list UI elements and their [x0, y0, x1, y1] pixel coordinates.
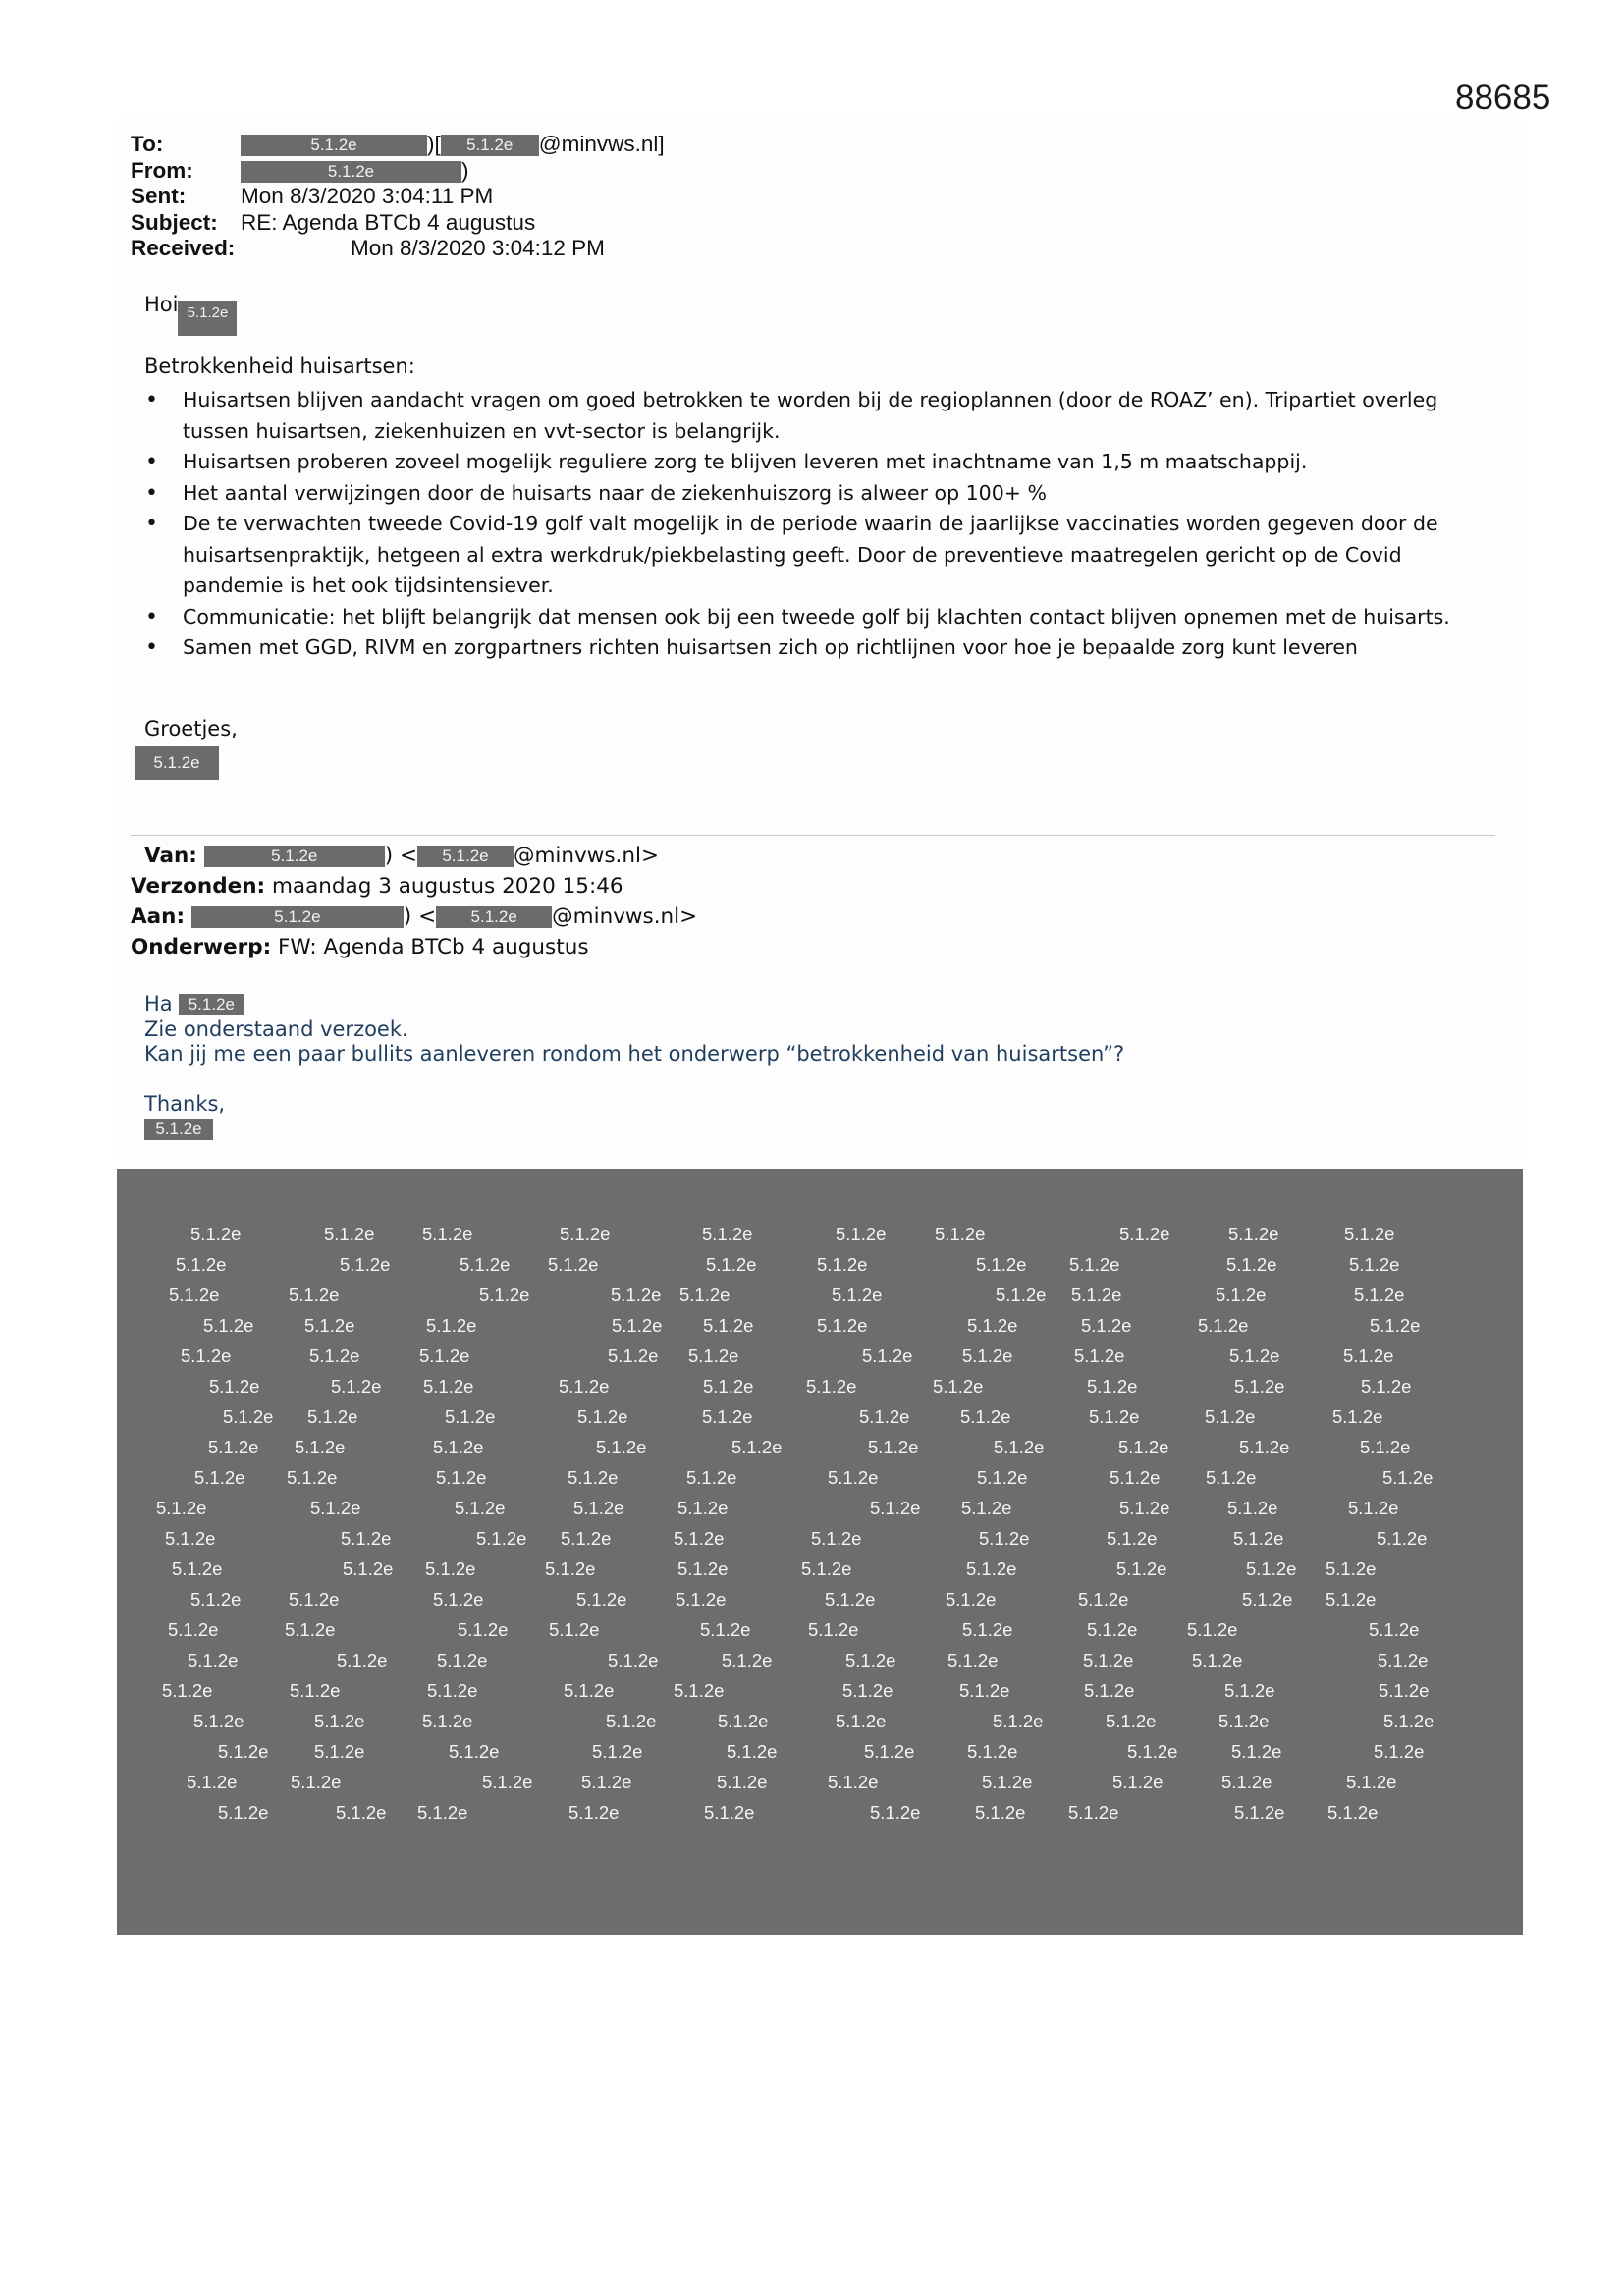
redaction-label: 5.1.2e	[203, 1315, 254, 1336]
redaction-label: 5.1.2e	[727, 1741, 778, 1762]
redaction-label: 5.1.2e	[825, 1589, 876, 1610]
aan-mid: ) <	[403, 904, 437, 929]
redaction-label: 5.1.2e	[209, 1376, 260, 1396]
redaction-label: 5.1.2e	[310, 1498, 361, 1518]
redaction-label: 5.1.2e	[1227, 1498, 1278, 1518]
redaction-label: 5.1.2e	[946, 1589, 997, 1610]
redaction-label: 5.1.2e	[223, 1406, 274, 1427]
forward-header	[131, 841, 697, 962]
van-mid: ) <	[384, 844, 417, 868]
redaction-label: 5.1.2e	[976, 1254, 1027, 1275]
redaction-label: 5.1.2e	[870, 1498, 921, 1518]
redaction-label: 5.1.2e	[674, 1528, 725, 1549]
redaction-label: 5.1.2e	[479, 1285, 530, 1305]
redaction-label: 5.1.2e	[996, 1285, 1047, 1305]
to-label: To:	[131, 132, 164, 156]
redaction-label: 5.1.2e	[156, 1498, 207, 1518]
redaction-label: 5.1.2e	[1187, 1619, 1238, 1640]
list-item: • Communicatie: het blijft belangrijk dat mensen ook bij een tweede golf bij klachten contact blijven opnemen met de huisarts.	[141, 602, 1496, 633]
redaction-label: 5.1.2e	[608, 1345, 659, 1366]
redaction-label: 5.1.2e	[817, 1315, 868, 1336]
redaction-label: 5.1.2e	[608, 1650, 659, 1670]
redaction-label: 5.1.2e	[307, 1406, 358, 1427]
redaction-label: 5.1.2e	[612, 1315, 663, 1336]
onderwerp-label: Onderwerp:	[131, 935, 272, 959]
redaction-label: 5.1.2e	[845, 1650, 896, 1670]
redaction-label: 5.1.2e	[836, 1224, 887, 1244]
redaction-box: 5.1.2e	[191, 906, 404, 928]
redaction-label: 5.1.2e	[947, 1650, 999, 1670]
sent-label: Sent:	[131, 184, 187, 208]
redaction-box: 5.1.2e	[241, 161, 461, 183]
redaction-box: 5.1.2e	[417, 846, 514, 867]
redaction-label: 5.1.2e	[304, 1315, 355, 1336]
redaction-label: 5.1.2e	[422, 1224, 473, 1244]
onderwerp-row	[131, 932, 697, 962]
redaction-label: 5.1.2e	[1379, 1680, 1430, 1701]
redaction-label: 5.1.2e	[700, 1619, 751, 1640]
redaction-label: 5.1.2e	[977, 1467, 1028, 1488]
redaction-label: 5.1.2e	[549, 1619, 600, 1640]
redaction-label: 5.1.2e	[577, 1406, 628, 1427]
redaction-label: 5.1.2e	[676, 1589, 727, 1610]
received-label: Received:	[131, 236, 236, 260]
redaction-label: 5.1.2e	[967, 1315, 1018, 1336]
message-closing: Thanks,	[144, 1091, 226, 1116]
redaction-label: 5.1.2e	[967, 1741, 1018, 1762]
redaction-label: 5.1.2e	[190, 1224, 242, 1244]
redaction-label: 5.1.2e	[1226, 1254, 1277, 1275]
redaction-label: 5.1.2e	[287, 1467, 338, 1488]
received-value: Mon 8/3/2020 3:04:12 PM	[351, 236, 605, 260]
redaction-label: 5.1.2e	[801, 1558, 852, 1579]
redaction-label: 5.1.2e	[961, 1498, 1012, 1518]
redaction-label: 5.1.2e	[1118, 1437, 1169, 1457]
list-item: • Huisartsen proberen zoveel mogelijk reguliere zorg te blijven leveren met inachtname van 1,5 m maatschappij.	[141, 447, 1496, 478]
document-number: 88685	[1455, 79, 1551, 117]
redaction-label: 5.1.2e	[460, 1254, 511, 1275]
redaction-label: 5.1.2e	[993, 1711, 1044, 1731]
redaction-label: 5.1.2e	[172, 1558, 223, 1579]
redaction-box: 5.1.2e	[204, 846, 385, 867]
redaction-label: 5.1.2e	[162, 1680, 213, 1701]
redaction-label: 5.1.2e	[290, 1680, 341, 1701]
list-item: • Huisartsen blijven aandacht vragen om goed betrokken te worden bij de regioplannen (door de ROAZ’ en). Tripartiet overleg tussen huisartsen, ziekenhuizen en vvt-sector is belangrijk.	[141, 385, 1496, 447]
redaction-label: 5.1.2e	[1377, 1528, 1428, 1549]
redaction-label: 5.1.2e	[962, 1619, 1013, 1640]
redaction-label: 5.1.2e	[176, 1254, 227, 1275]
van-label: Van:	[144, 844, 197, 868]
redaction-label: 5.1.2e	[592, 1741, 643, 1762]
redaction-box: 5.1.2e	[436, 906, 552, 928]
redaction-label: 5.1.2e	[476, 1528, 527, 1549]
redaction-label: 5.1.2e	[545, 1558, 596, 1579]
redaction-label: 5.1.2e	[285, 1619, 336, 1640]
redaction-label: 5.1.2e	[842, 1680, 893, 1701]
redaction-label: 5.1.2e	[704, 1802, 755, 1823]
redaction-label: 5.1.2e	[1119, 1224, 1170, 1244]
redaction-label: 5.1.2e	[1198, 1315, 1249, 1336]
redaction-label: 5.1.2e	[868, 1437, 919, 1457]
redaction-label: 5.1.2e	[341, 1528, 392, 1549]
redaction-label: 5.1.2e	[1089, 1406, 1140, 1427]
separator-line	[131, 835, 1495, 836]
redaction-label: 5.1.2e	[1378, 1650, 1429, 1670]
redaction-label: 5.1.2e	[1071, 1285, 1122, 1305]
redaction-label: 5.1.2e	[218, 1741, 269, 1762]
redaction-label: 5.1.2e	[1234, 1802, 1285, 1823]
redaction-label: 5.1.2e	[1346, 1772, 1397, 1792]
redaction-label: 5.1.2e	[314, 1711, 365, 1731]
from-close: )	[461, 157, 469, 183]
blank-line	[144, 1067, 1124, 1092]
redaction-label: 5.1.2e	[1229, 1345, 1280, 1366]
redaction-label: 5.1.2e	[190, 1589, 242, 1610]
van-row	[131, 841, 697, 871]
redaction-box: 5.1.2e	[178, 301, 237, 336]
redaction-label: 5.1.2e	[331, 1376, 382, 1396]
redaction-label: 5.1.2e	[1206, 1467, 1257, 1488]
redaction-label: 5.1.2e	[703, 1376, 754, 1396]
redaction-box: 5.1.2e	[135, 746, 219, 780]
redaction-label: 5.1.2e	[1361, 1376, 1412, 1396]
redaction-label: 5.1.2e	[1326, 1558, 1377, 1579]
redaction-label: 5.1.2e	[1246, 1558, 1297, 1579]
redaction-label: 5.1.2e	[960, 1406, 1011, 1427]
redaction-label: 5.1.2e	[982, 1772, 1033, 1792]
redaction-label: 5.1.2e	[864, 1741, 915, 1762]
redaction-label: 5.1.2e	[717, 1772, 768, 1792]
redaction-label: 5.1.2e	[1087, 1376, 1138, 1396]
redaction-label: 5.1.2e	[1354, 1285, 1405, 1305]
redaction-label: 5.1.2e	[862, 1345, 913, 1366]
redaction-label: 5.1.2e	[808, 1619, 859, 1640]
redaction-box: 5.1.2e	[241, 135, 427, 156]
redaction-label: 5.1.2e	[419, 1345, 470, 1366]
reply-closing: Groetjes,	[144, 717, 238, 740]
redaction-label: 5.1.2e	[859, 1406, 910, 1427]
redaction-label: 5.1.2e	[1218, 1711, 1270, 1731]
redaction-label: 5.1.2e	[828, 1772, 879, 1792]
aan-label: Aan:	[131, 904, 186, 929]
redaction-label: 5.1.2e	[433, 1589, 484, 1610]
redaction-label: 5.1.2e	[1205, 1406, 1256, 1427]
bullet-list	[141, 385, 1496, 664]
redaction-label: 5.1.2e	[1343, 1345, 1394, 1366]
redaction-label: 5.1.2e	[828, 1467, 879, 1488]
redaction-box: 5.1.2e	[144, 1119, 213, 1140]
van-domain: @minvws.nl>	[513, 844, 659, 868]
redaction-label: 5.1.2e	[295, 1437, 346, 1457]
subject-label: Subject:	[131, 209, 218, 235]
redaction-label: 5.1.2e	[208, 1437, 259, 1457]
redaction-label: 5.1.2e	[731, 1437, 783, 1457]
redaction-label: 5.1.2e	[1192, 1650, 1243, 1670]
redaction-label: 5.1.2e	[337, 1650, 388, 1670]
redaction-label: 5.1.2e	[426, 1315, 477, 1336]
redaction-label: 5.1.2e	[289, 1589, 340, 1610]
redaction-label: 5.1.2e	[188, 1650, 239, 1670]
redaction-label: 5.1.2e	[722, 1650, 773, 1670]
redaction-label: 5.1.2e	[611, 1285, 662, 1305]
redaction-label: 5.1.2e	[975, 1802, 1026, 1823]
redaction-label: 5.1.2e	[1369, 1619, 1420, 1640]
section-title: Betrokkenheid huisartsen:	[144, 355, 415, 378]
from-value	[241, 158, 469, 184]
verzonden-row	[131, 871, 697, 902]
redaction-label: 5.1.2e	[437, 1650, 488, 1670]
redaction-label: 5.1.2e	[1360, 1437, 1411, 1457]
redaction-label: 5.1.2e	[1327, 1802, 1379, 1823]
redaction-label: 5.1.2e	[1234, 1376, 1285, 1396]
to-value	[241, 132, 665, 157]
redaction-label: 5.1.2e	[706, 1254, 757, 1275]
list-item: • Het aantal verwijzingen door de huisarts naar de ziekenhuiszorg is alweer op 100+ %	[141, 478, 1496, 510]
redaction-label: 5.1.2e	[194, 1467, 245, 1488]
redaction-label: 5.1.2e	[1228, 1224, 1279, 1244]
redaction-label: 5.1.2e	[564, 1680, 615, 1701]
redaction-label: 5.1.2e	[1242, 1589, 1293, 1610]
redaction-label: 5.1.2e	[1110, 1467, 1161, 1488]
redaction-label: 5.1.2e	[718, 1711, 769, 1731]
redaction-label: 5.1.2e	[959, 1680, 1010, 1701]
redaction-label: 5.1.2e	[445, 1406, 496, 1427]
redaction-label: 5.1.2e	[482, 1772, 533, 1792]
signature	[135, 746, 219, 780]
redaction-label: 5.1.2e	[340, 1254, 391, 1275]
to-separator: )[	[427, 132, 441, 156]
redaction-label: 5.1.2e	[291, 1772, 342, 1792]
redaction-label: 5.1.2e	[324, 1224, 375, 1244]
redaction-label: 5.1.2e	[309, 1345, 360, 1366]
verzonden-label: Verzonden:	[131, 874, 266, 899]
redaction-label: 5.1.2e	[686, 1467, 737, 1488]
redaction-label: 5.1.2e	[933, 1376, 984, 1396]
redaction-label: 5.1.2e	[423, 1376, 474, 1396]
redaction-label: 5.1.2e	[336, 1802, 387, 1823]
redaction-label: 5.1.2e	[1127, 1741, 1178, 1762]
redaction-label: 5.1.2e	[343, 1558, 394, 1579]
redaction-label: 5.1.2e	[962, 1345, 1013, 1366]
redacted-block	[117, 1169, 1523, 1935]
redaction-label: 5.1.2e	[568, 1802, 620, 1823]
list-item: • Samen met GGD, RIVM en zorgpartners richten huisartsen zich op richtlijnen voor hoe je bepaalde zorg kunt leveren	[141, 632, 1496, 664]
redaction-label: 5.1.2e	[1084, 1680, 1135, 1701]
redaction-label: 5.1.2e	[1068, 1802, 1119, 1823]
redaction-label: 5.1.2e	[1348, 1498, 1399, 1518]
redaction-label: 5.1.2e	[168, 1619, 219, 1640]
redaction-label: 5.1.2e	[1332, 1406, 1383, 1427]
redaction-label: 5.1.2e	[966, 1558, 1017, 1579]
redaction-label: 5.1.2e	[314, 1741, 365, 1762]
redaction-label: 5.1.2e	[1074, 1345, 1125, 1366]
redaction-label: 5.1.2e	[455, 1498, 506, 1518]
redaction-label: 5.1.2e	[1106, 1711, 1157, 1731]
redaction-label: 5.1.2e	[417, 1802, 468, 1823]
redaction-label: 5.1.2e	[1116, 1558, 1167, 1579]
redaction-label: 5.1.2e	[836, 1711, 887, 1731]
redaction-label: 5.1.2e	[679, 1285, 731, 1305]
verzonden-value: maandag 3 augustus 2020 15:46	[271, 874, 623, 899]
redaction-label: 5.1.2e	[688, 1345, 739, 1366]
from-label: From:	[131, 157, 193, 183]
redaction-label: 5.1.2e	[870, 1802, 921, 1823]
redaction-label: 5.1.2e	[433, 1437, 484, 1457]
redaction-label: 5.1.2e	[165, 1528, 216, 1549]
redaction-label: 5.1.2e	[559, 1376, 610, 1396]
redaction-label: 5.1.2e	[1231, 1741, 1282, 1762]
redaction-label: 5.1.2e	[181, 1345, 232, 1366]
redaction-label: 5.1.2e	[289, 1285, 340, 1305]
redaction-label: 5.1.2e	[1069, 1254, 1120, 1275]
redaction-label: 5.1.2e	[422, 1711, 473, 1731]
redaction-label: 5.1.2e	[573, 1498, 624, 1518]
redaction-label: 5.1.2e	[1370, 1315, 1421, 1336]
redaction-label: 5.1.2e	[581, 1772, 632, 1792]
reply-greeting: Hoi 5.1.2e	[144, 293, 237, 336]
onderwerp-value: FW: Agenda BTCb 4 augustus	[278, 935, 589, 959]
redaction-label: 5.1.2e	[1344, 1224, 1395, 1244]
aan-domain: @minvws.nl>	[552, 904, 698, 929]
redaction-label: 5.1.2e	[425, 1558, 476, 1579]
redaction-label: 5.1.2e	[1087, 1619, 1138, 1640]
redaction-label: 5.1.2e	[606, 1711, 657, 1731]
redaction-label: 5.1.2e	[436, 1467, 487, 1488]
subject-value: RE: Agenda BTCb 4 augustus	[241, 209, 536, 235]
redaction-label: 5.1.2e	[935, 1224, 986, 1244]
redaction-label: 5.1.2e	[548, 1254, 599, 1275]
sent-value: Mon 8/3/2020 3:04:11 PM	[241, 184, 494, 208]
message-line-1: Zie onderstaand verzoek.	[144, 1016, 408, 1041]
redaction-label: 5.1.2e	[674, 1680, 725, 1701]
redaction-label: 5.1.2e	[576, 1589, 627, 1610]
redaction-label: 5.1.2e	[1112, 1772, 1164, 1792]
redaction-label: 5.1.2e	[560, 1224, 611, 1244]
redaction-label: 5.1.2e	[1078, 1589, 1129, 1610]
aan-row	[131, 902, 697, 932]
redaction-box: 5.1.2e	[441, 135, 539, 156]
redaction-label: 5.1.2e	[187, 1772, 238, 1792]
redaction-label: 5.1.2e	[193, 1711, 244, 1731]
redaction-label: 5.1.2e	[832, 1285, 883, 1305]
redaction-label: 5.1.2e	[1233, 1528, 1284, 1549]
redaction-label: 5.1.2e	[702, 1224, 753, 1244]
redaction-label: 5.1.2e	[677, 1498, 729, 1518]
redaction-label: 5.1.2e	[1374, 1741, 1425, 1762]
redaction-label: 5.1.2e	[1349, 1254, 1400, 1275]
redaction-box: 5.1.2e	[179, 994, 244, 1015]
redaction-label: 5.1.2e	[1382, 1467, 1434, 1488]
redaction-label: 5.1.2e	[811, 1528, 862, 1549]
redaction-label: 5.1.2e	[561, 1528, 612, 1549]
message-line-2: Kan jij me een paar bullits aanleveren rondom het onderwerp “betrokkenheid van huisartsen”?	[144, 1042, 1125, 1066]
redaction-label: 5.1.2e	[1239, 1437, 1290, 1457]
redaction-label: 5.1.2e	[817, 1254, 868, 1275]
redaction-label: 5.1.2e	[703, 1315, 754, 1336]
redaction-label: 5.1.2e	[1119, 1498, 1170, 1518]
redaction-label: 5.1.2e	[806, 1376, 857, 1396]
forward-message	[144, 992, 1124, 1142]
redaction-label: 5.1.2e	[1326, 1589, 1377, 1610]
redaction-label: 5.1.2e	[169, 1285, 220, 1305]
redaction-label: 5.1.2e	[1081, 1315, 1132, 1336]
redaction-label: 5.1.2e	[427, 1680, 478, 1701]
message-greeting: Ha 5.1.2e	[144, 992, 1124, 1017]
redaction-label: 5.1.2e	[1216, 1285, 1267, 1305]
redaction-label: 5.1.2e	[218, 1802, 269, 1823]
redaction-label: 5.1.2e	[677, 1558, 729, 1579]
redaction-label: 5.1.2e	[702, 1406, 753, 1427]
to-domain: @minvws.nl]	[538, 132, 665, 156]
redaction-label: 5.1.2e	[1224, 1680, 1275, 1701]
redaction-label: 5.1.2e	[1083, 1650, 1134, 1670]
redaction-label: 5.1.2e	[596, 1437, 647, 1457]
redaction-label: 5.1.2e	[1221, 1772, 1272, 1792]
redaction-label: 5.1.2e	[568, 1467, 619, 1488]
redaction-label: 5.1.2e	[1107, 1528, 1158, 1549]
redaction-label: 5.1.2e	[1383, 1711, 1435, 1731]
redaction-label: 5.1.2e	[449, 1741, 500, 1762]
redaction-label: 5.1.2e	[458, 1619, 509, 1640]
redaction-label: 5.1.2e	[979, 1528, 1030, 1549]
message-signature	[144, 1117, 1124, 1142]
list-item: • De te verwachten tweede Covid-19 golf valt mogelijk in de periode waarin de jaarlijkse vaccinaties worden gegeven door de huisartsenpraktijk, hetgeen al extra werkdruk/piekbelasting geeft. Door de preventieve maatregelen gericht op de Covid pandemie is het ook tijdsintensiever.	[141, 509, 1496, 602]
redaction-label: 5.1.2e	[994, 1437, 1045, 1457]
